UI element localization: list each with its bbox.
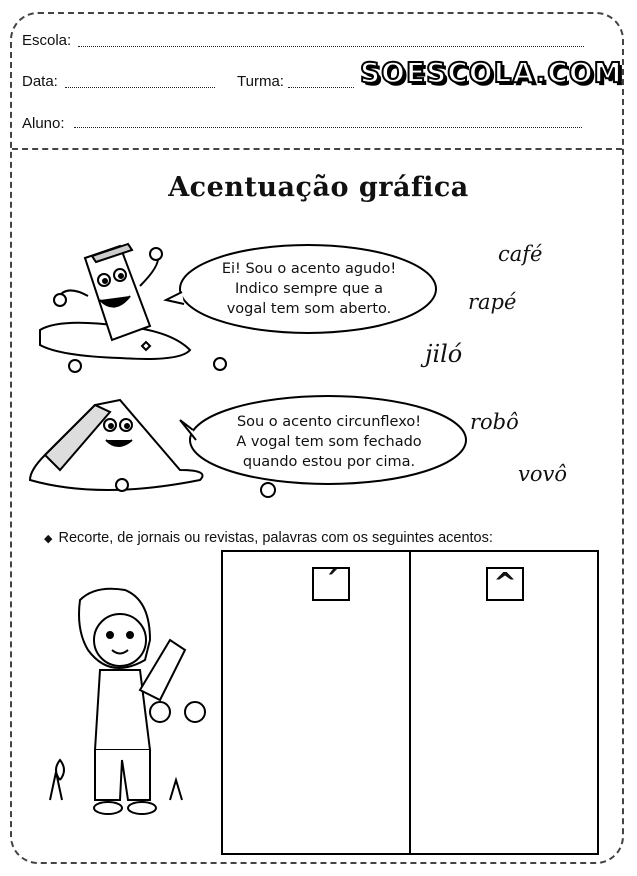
speech-agudo-line-3: vogal tem som aberto. [226, 301, 392, 317]
soescola-logo: SOESCOLA.COM [360, 56, 623, 89]
data-label: Data: [22, 73, 58, 90]
speech-circunflexo-line-2: A vogal tem som fechado [236, 434, 422, 450]
girl-with-scissors-icon [50, 589, 205, 814]
speech-circunflexo-text [198, 412, 460, 472]
turma-label: Turma: [237, 73, 284, 90]
speech-circunflexo-line-3: quando estou por cima. [242, 454, 416, 470]
word-cafe: café [498, 242, 543, 266]
circumflex-column-area[interactable] [412, 612, 596, 852]
speech-agudo-line-2: Indico sempre que a [235, 281, 383, 297]
speech-circunflexo-line-1: Sou o acento circunflexo! [236, 414, 422, 430]
instruction: ◆ Recorte, de jornais ou revistas, palavras com os seguintes acentos: [44, 530, 493, 546]
instruction-text: Recorte, de jornais ou revistas, palavras com os seguintes acentos: [58, 530, 493, 546]
aluno-label: Aluno: [22, 115, 65, 132]
acute-accent-symbol: ´ [323, 566, 339, 601]
word-jilo: jiló [425, 340, 463, 368]
word-rape: rapé [468, 290, 517, 314]
escola-label: Escola: [22, 32, 72, 49]
speech-agudo-text [185, 259, 433, 319]
word-robo: robô [470, 410, 519, 434]
page-title: Acentuação gráfica [168, 172, 469, 203]
speech-agudo-line-1: Ei! Sou o acento agudo! [221, 261, 397, 277]
circumflex-accent-symbol: ^ [493, 566, 517, 599]
word-vovo: vovô [518, 462, 568, 486]
acute-column-area[interactable] [224, 612, 408, 852]
